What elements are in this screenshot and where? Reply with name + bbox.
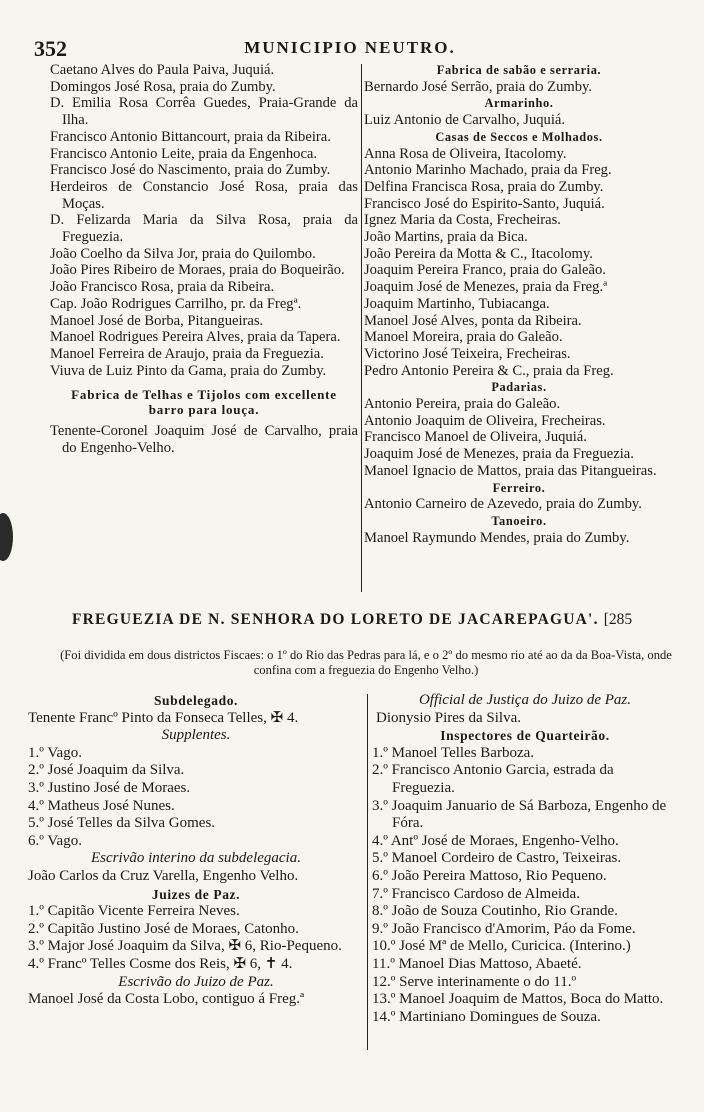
directory-entry: Francisco Antonio Bittancourt, praia da Ribeira. (50, 128, 331, 145)
category-heading: Casas de Seccos e Molhados. (435, 129, 603, 144)
page-edge-blot (0, 512, 14, 562)
directory-entry: João Pereira da Motta & C., Itacolomy. (364, 245, 593, 262)
directory-entry: Antonio Pereira, praia do Galeão. (364, 396, 561, 413)
directory-entry: Joaquim José de Menezes, praia da Freg.ª (364, 279, 608, 296)
inspector-item: 13.º Manoel Joaquim de Mattos, Boca do Matto. (372, 991, 664, 1008)
directory-entry: Domingos José Rosa, praia do Zumby. (50, 78, 276, 95)
directory-entry: Tenente-Coronel Joaquim José de Carvalho, praia do Engenho-Velho. (50, 423, 358, 457)
subdelegado-heading: Subdelegado. (153, 693, 239, 708)
inspector-item: 9.º João Francisco d'Amorim, Páo da Fome. (372, 920, 636, 937)
directory-entry: Joaquim Pereira Franco, praia do Galeão. (364, 262, 606, 279)
category-heading: Tanoeiro. (491, 513, 547, 528)
inspector-item: 2.º Francisco Antonio Garcia, estrada da Freguezia. (372, 762, 614, 796)
page-number: 352 (34, 36, 67, 61)
directory-entry: Joaquim Martinho, Tubiacanga. (364, 295, 550, 312)
running-title: MUNICIPIO NEUTRO. (244, 38, 456, 57)
lower-right-column (372, 692, 678, 1026)
supplente-item: 1.º Vago. (28, 744, 82, 761)
directory-entry: Viuva de Luiz Pinto da Gama, praia do Zumby. (50, 362, 327, 379)
inspector-item: 12.º Serve interinamente o do 11.º (372, 973, 577, 990)
section-number: [285 (603, 611, 633, 628)
directory-entry: João Pires Ribeiro de Moraes, praia do Boqueirão. (50, 262, 345, 279)
supplente-item: 3.º Justino José de Moraes. (28, 779, 191, 796)
subheading-fabrica-telhas: Fabrica de Telhas e Tijolos com excellente barro para louça. (71, 387, 337, 418)
juiz-item: 4.º Francº Telles Cosme dos Reis, ✠ 6, ✝ 4. (28, 955, 293, 972)
juiz-item: 1.º Capitão Vicente Ferreira Neves. (28, 903, 240, 920)
directory-entry: Manoel Ferreira de Araujo, praia da Freguezia. (50, 345, 324, 362)
category-heading: Ferreiro. (492, 480, 546, 495)
inspector-item: 8.º João de Souza Coutinho, Rio Grande. (372, 903, 618, 920)
supplentes-heading: Supplentes. (161, 727, 231, 744)
page-header (30, 36, 670, 60)
inspector-item: 3.º Joaquim Januario de Sá Barboza, Engenho de Fóra. (372, 797, 667, 832)
inspector-item: 14.º Martiniano Domingues de Souza. (372, 1008, 601, 1025)
directory-entry: Delfina Francisca Rosa, praia do Zumby. (364, 178, 604, 195)
directory-entry: Francisco Manoel de Oliveira, Juquiá. (364, 429, 587, 446)
directory-entry: Pedro Antonio Pereira & C., praia da Freg. (364, 362, 614, 379)
lower-left-column (28, 692, 364, 1009)
section-note: (Foi dividida em dous districtos Fiscaes: o 1º do Rio das Pedras para lá, e o 2º do mesmo rio até ao da da Boa-Vista, onde confina com a freguezia do Engenho Velho.) (60, 648, 672, 677)
official-name: Dionysio Pires da Silva. (376, 709, 521, 726)
escrivao-heading: Escrivão interino da subdelegacia. (91, 850, 301, 867)
section-title (72, 611, 692, 629)
directory-entry: Bernardo José Serrão, praia do Zumby. (364, 78, 593, 95)
directory-entry: Luiz Antonio de Carvalho, Juquiá. (364, 112, 566, 129)
subdelegado-name: Tenente Francº Pinto da Fonseca Telles, ✠ 4. (28, 709, 299, 726)
directory-entry: Manoel Moreira, praia do Galeão. (364, 329, 563, 346)
juiz-item: 2.º Capitão Justino José de Moraes, Catonho. (28, 920, 299, 937)
directory-entry: Francisco José do Espirito-Santo, Juquiá. (364, 195, 605, 212)
directory-entry: Ignez Maria da Costa, Frecheiras. (364, 212, 561, 229)
upper-right-column (364, 62, 674, 546)
juizes-heading: Juizes de Paz. (151, 886, 241, 902)
juiz-item: 3.º Major José Joaquim da Silva, ✠ 6, Rio-Pequeno. (28, 938, 342, 955)
directory-entry: Victorino José Teixeira, Frecheiras. (364, 345, 571, 362)
upper-left-column (50, 62, 358, 457)
directory-entry: Antonio Joaquim de Oliveira, Frecheiras. (364, 412, 606, 429)
supplente-item: 2.º José Joaquim da Silva. (28, 762, 185, 779)
supplente-item: 4.º Matheus José Nunes. (28, 797, 175, 814)
directory-entry: João Francisco Rosa, praia da Ribeira. (50, 279, 275, 296)
directory-entry: Manoel Rodrigues Pereira Alves, praia da Tapera. (50, 329, 341, 346)
directory-entry: Manoel Ignacio de Mattos, praia das Pitangueiras. (364, 462, 657, 479)
directory-entry: João Martins, praia da Bica. (364, 229, 528, 246)
directory-entry: Joaquim José de Menezes, praia da Freguezia. (364, 446, 634, 463)
directory-entry: Manoel José Alves, ponta da Ribeira. (364, 312, 582, 329)
inspector-item: 7.º Francisco Cardoso de Almeida. (372, 885, 580, 902)
official-heading: Official de Justiça do Juizo de Paz. (418, 692, 632, 708)
directory-entry: Anna Rosa de Oliveira, Itacolomy. (364, 145, 567, 162)
directory-entry: Manoel Raymundo Mendes, praia do Zumby. (364, 529, 630, 546)
directory-entry: Manoel José de Borba, Pitangueiras. (50, 312, 264, 329)
directory-entry: Francisco Antonio Leite, praia da Engenhoca. (50, 145, 318, 162)
category-heading: Padarias. (491, 380, 547, 395)
inspector-item: 10.º José Mª de Mello, Curicica. (Interino.) (372, 938, 631, 955)
escrivao-juizo-name: Manoel José da Costa Lobo, contiguo á Freg.ª (28, 991, 305, 1008)
supplente-item: 6.º Vago. (28, 832, 82, 849)
category-heading: Armarinho. (484, 96, 554, 111)
escrivao-juizo-heading: Escrivão do Juizo de Paz. (118, 973, 274, 990)
directory-entry: Herdeiros de Constancio José Rosa, praia das Moças. (50, 178, 358, 212)
inspectores-heading: Inspectores de Quarteirão. (440, 728, 610, 744)
inspector-item: 1.º Manoel Telles Barboza. (372, 744, 535, 761)
directory-entry: Caetano Alves do Paula Paiva, Juquiá. (50, 62, 275, 78)
inspector-item: 4.º Antº José de Moraes, Engenho-Velho. (372, 832, 619, 849)
supplente-item: 5.º José Telles da Silva Gomes. (28, 815, 216, 832)
directory-entry: D. Emilia Rosa Corrêa Guedes, Praia-Grande da Ilha. (50, 95, 358, 129)
escrivao-name: João Carlos da Cruz Varella, Engenho Velho. (28, 867, 299, 884)
inspector-item: 5.º Manoel Cordeiro de Castro, Teixeiras. (372, 850, 622, 867)
directory-entry: D. Felizarda Maria da Silva Rosa, praia da Freguezia. (50, 212, 358, 246)
directory-entry: João Coelho da Silva Jor, praia do Quilombo. (50, 245, 316, 262)
column-divider-upper (361, 64, 362, 592)
category-heading: Fabrica de sabão e serraria. (436, 63, 602, 77)
directory-entry: Antonio Carneiro de Azevedo, praia do Zumby. (364, 496, 642, 513)
column-divider-lower (367, 694, 368, 1050)
inspector-item: 6.º João Pereira Mattoso, Rio Pequeno. (372, 867, 607, 884)
directory-entry: Cap. João Rodrigues Carrilho, pr. da Fregª. (50, 295, 302, 312)
directory-entry: Antonio Marinho Machado, praia da Freg. (364, 162, 612, 179)
directory-entry: Francisco José do Nascimento, praia do Zumby. (50, 162, 331, 179)
inspector-item: 11.º Manoel Dias Mattoso, Abaeté. (372, 955, 582, 972)
section-title-text: FREGUEZIA DE N. SENHORA DO LORETO DE JACAREPAGUA'. (72, 611, 599, 628)
